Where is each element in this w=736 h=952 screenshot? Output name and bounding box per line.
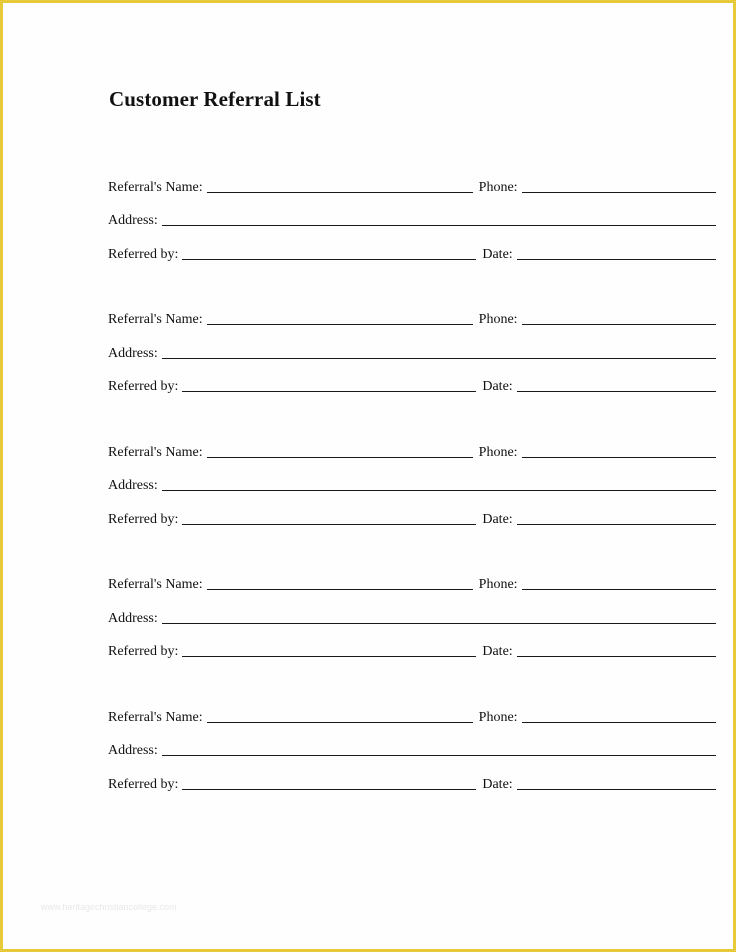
phone-label: Phone: [478, 179, 518, 195]
referred-by-field[interactable] [182, 259, 476, 260]
address-field[interactable] [162, 358, 716, 359]
date-field[interactable] [517, 259, 716, 260]
referred-by-label: Referred by: [108, 644, 179, 659]
referral-entries [108, 162, 716, 825]
phone-label: Phone: [478, 577, 518, 592]
referral-name-label: Referral's Name: [108, 444, 203, 460]
address-row [108, 461, 716, 495]
referred-by-field[interactable] [182, 789, 476, 790]
address-row [108, 726, 716, 760]
referred-by-field[interactable] [182, 656, 476, 657]
name-phone-row [108, 560, 716, 594]
name-phone-row [108, 427, 716, 461]
referred-by-field[interactable] [182, 524, 476, 525]
address-label: Address: [108, 213, 158, 228]
referred-date-row [108, 229, 716, 263]
phone-field[interactable] [522, 457, 716, 458]
address-row [108, 593, 716, 627]
referral-name-field[interactable] [207, 722, 473, 723]
name-phone-row [108, 162, 716, 196]
referral-entry [108, 692, 716, 793]
address-label: Address: [108, 345, 158, 361]
referral-name-field[interactable] [207, 192, 473, 193]
date-field[interactable] [517, 524, 716, 525]
referral-name-label: Referral's Name: [108, 312, 203, 327]
phone-field[interactable] [522, 589, 716, 590]
address-row [108, 328, 716, 362]
referred-by-label: Referred by: [108, 379, 179, 394]
referral-entry [108, 295, 716, 396]
watermark: www.heritagechristiancollege.com [41, 902, 177, 912]
referral-entry [108, 427, 716, 528]
address-field[interactable] [162, 623, 716, 624]
phone-label: Phone: [478, 444, 518, 460]
date-label: Date: [482, 776, 513, 792]
date-field[interactable] [517, 391, 716, 392]
address-field[interactable] [162, 490, 716, 491]
address-field[interactable] [162, 755, 716, 756]
address-row [108, 196, 716, 230]
date-label: Date: [482, 246, 513, 262]
referral-name-label: Referral's Name: [108, 709, 203, 725]
referral-name-field[interactable] [207, 324, 473, 325]
referred-by-label: Referred by: [108, 246, 179, 262]
date-field[interactable] [517, 656, 716, 657]
address-label: Address: [108, 610, 158, 626]
referred-date-row [108, 494, 716, 528]
address-field[interactable] [162, 225, 716, 226]
date-field[interactable] [517, 789, 716, 790]
referral-name-field[interactable] [207, 457, 473, 458]
date-label: Date: [482, 379, 513, 394]
referral-name-label: Referral's Name: [108, 577, 203, 592]
referred-date-row [108, 362, 716, 396]
phone-field[interactable] [522, 722, 716, 723]
date-label: Date: [482, 511, 513, 527]
address-label: Address: [108, 743, 158, 758]
date-label: Date: [482, 644, 513, 659]
phone-field[interactable] [522, 192, 716, 193]
name-phone-row [108, 692, 716, 726]
referred-by-label: Referred by: [108, 776, 179, 792]
phone-label: Phone: [478, 709, 518, 725]
phone-label: Phone: [478, 312, 518, 327]
name-phone-row [108, 295, 716, 329]
referral-entry [108, 162, 716, 263]
referred-date-row [108, 627, 716, 661]
phone-field[interactable] [522, 324, 716, 325]
referred-date-row [108, 759, 716, 793]
referral-entry [108, 560, 716, 661]
referral-name-label: Referral's Name: [108, 179, 203, 195]
page-title: Customer Referral List [109, 87, 321, 111]
referred-by-field[interactable] [182, 391, 476, 392]
referral-name-field[interactable] [207, 589, 473, 590]
address-label: Address: [108, 478, 158, 493]
referred-by-label: Referred by: [108, 511, 179, 527]
